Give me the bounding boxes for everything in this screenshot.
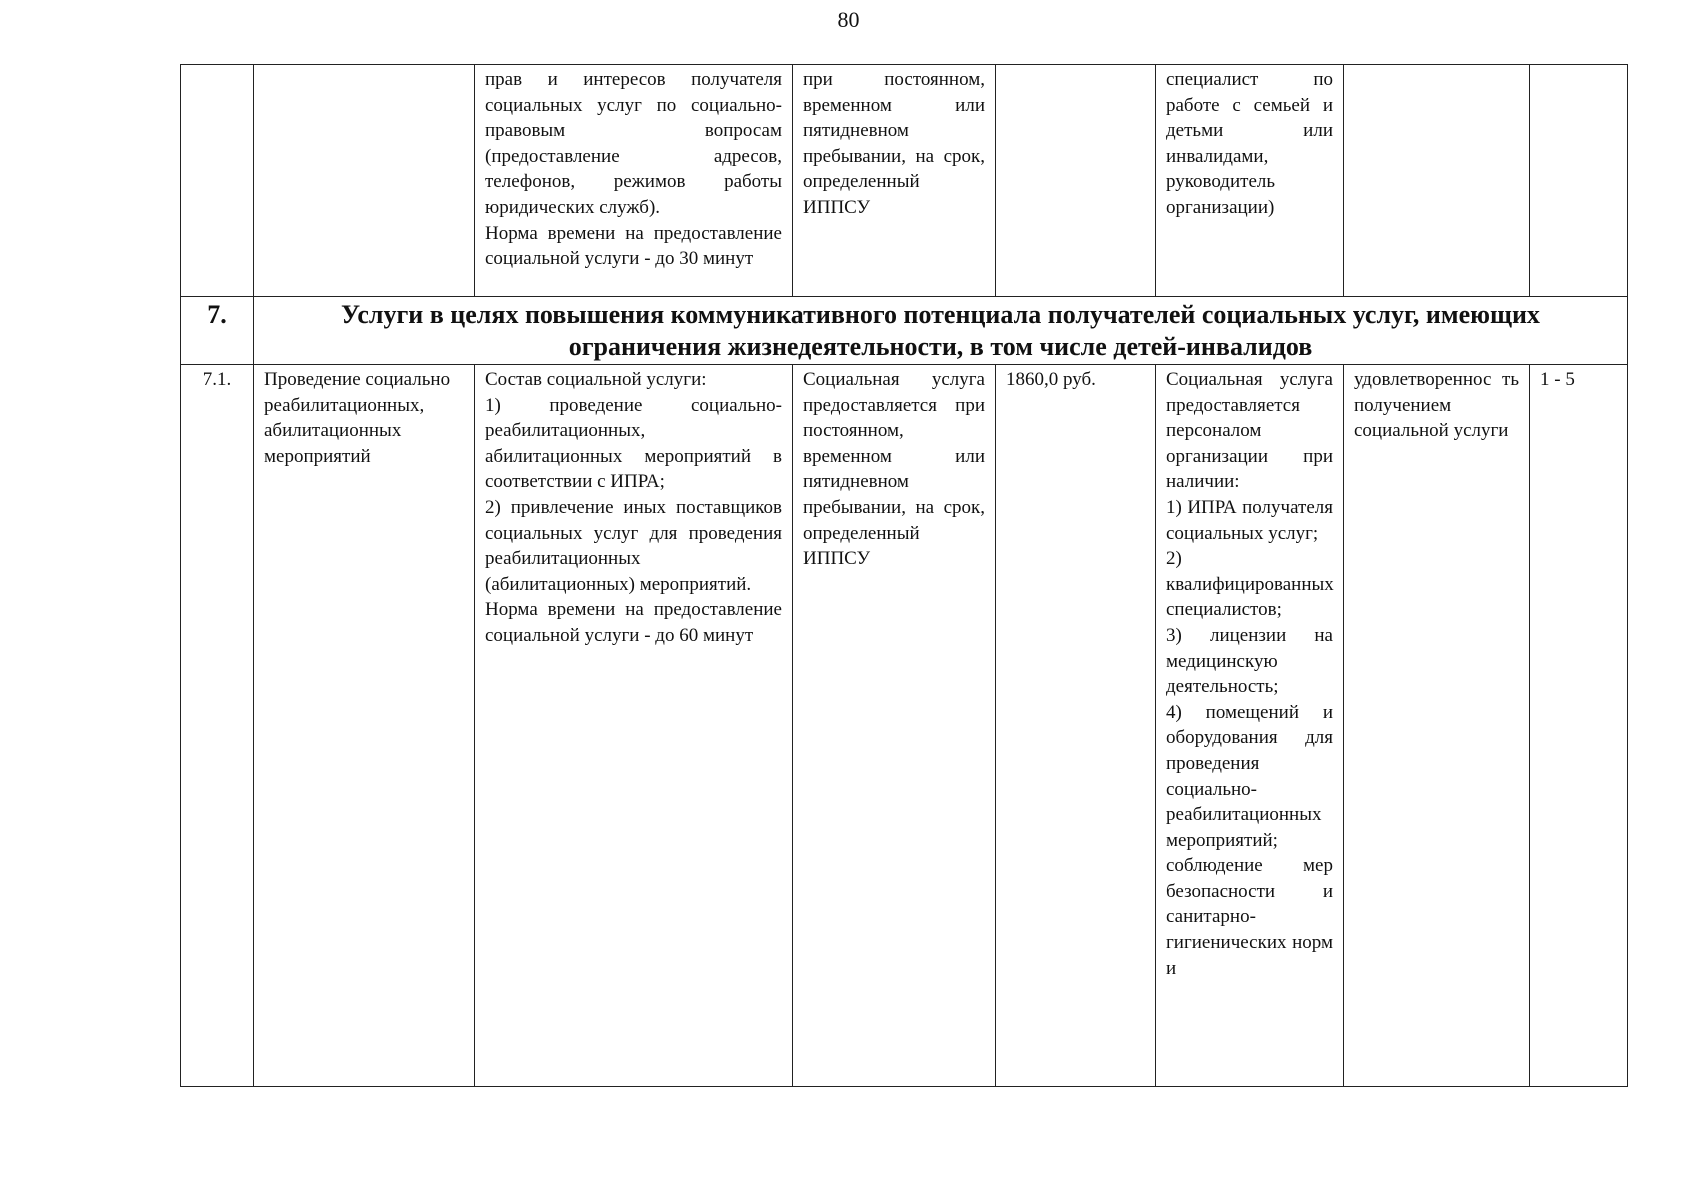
cell-name [254, 65, 475, 297]
service-conditions: Социальная услуга предоставляется при постоянном, временном или пятидневном пребывании, на срок, определенный ИППСУ [793, 365, 996, 1087]
cell-composition [475, 65, 793, 297]
service-price: 1860,0 руб. [996, 365, 1156, 1087]
service-row [181, 365, 1628, 1087]
cell-price [996, 65, 1156, 297]
service-provision [1156, 365, 1344, 1087]
section-title: Услуги в целях повышения коммуникативного потенциала получателей социальных услуг, имеющих ограничения жизнедеятельности, в том числе детей-инвалидов [254, 297, 1628, 365]
composition-line: Норма времени на предоставление социальной услуги - до 60 минут [485, 599, 782, 646]
service-term: 1 - 5 [1530, 365, 1628, 1087]
composition-line: Состав социальной услуги: [485, 369, 707, 390]
composition-line: 1) проведение социально-реабилитационных, абилитационных мероприятий в соответствии с ИПРА; [485, 394, 782, 493]
composition-text: прав и интересов получателя социальных услуг по социально-правовым вопросам (предоставление адресов, телефонов, режимов работы юридических служб). [485, 69, 782, 218]
provision-line: 2) квалифицированных специалистов; [1166, 548, 1334, 621]
service-composition [475, 365, 793, 1087]
provision-line: 4) помещений и оборудования для проведения социально-реабилитационных мероприятий; соблюдение мер безопасности и санитарно-гигиенических норм и [1166, 701, 1333, 979]
section-row [181, 297, 1628, 365]
service-indicator: удовлетвореннос ть получением социальной услуги [1344, 365, 1530, 1087]
provision-line: Социальная услуга предоставляется персоналом организации при наличии: [1166, 369, 1333, 493]
cell-number [181, 65, 254, 297]
cell-term [1530, 65, 1628, 297]
provision-line: 1) ИПРА получателя социальных услуг; [1166, 496, 1333, 544]
cell-conditions: при постоянном, временном или пятидневном пребывании, на срок, определенный ИППСУ [793, 65, 996, 297]
service-name: Проведение социально реабилитационных, абилитационных мероприятий [254, 365, 475, 1087]
composition-line: 2) привлечение иных поставщиков социальных услуг для проведения реабилитационных (абилитационных) мероприятий. [485, 496, 782, 595]
norm-text: Норма времени на предоставление социальной услуги - до 30 минут [485, 222, 782, 270]
continuation-row [181, 65, 1628, 297]
services-table [180, 64, 1628, 1087]
page-number: 80 [837, 7, 860, 32]
cell-performer: специалист по работе с семьей и детьми или инвалидами, руководитель организации) [1156, 65, 1344, 297]
service-number: 7.1. [181, 365, 254, 1087]
cell-indicator [1344, 65, 1530, 297]
provision-line: 3) лицензии на медицинскую деятельность; [1166, 624, 1333, 698]
section-number: 7. [181, 297, 254, 365]
